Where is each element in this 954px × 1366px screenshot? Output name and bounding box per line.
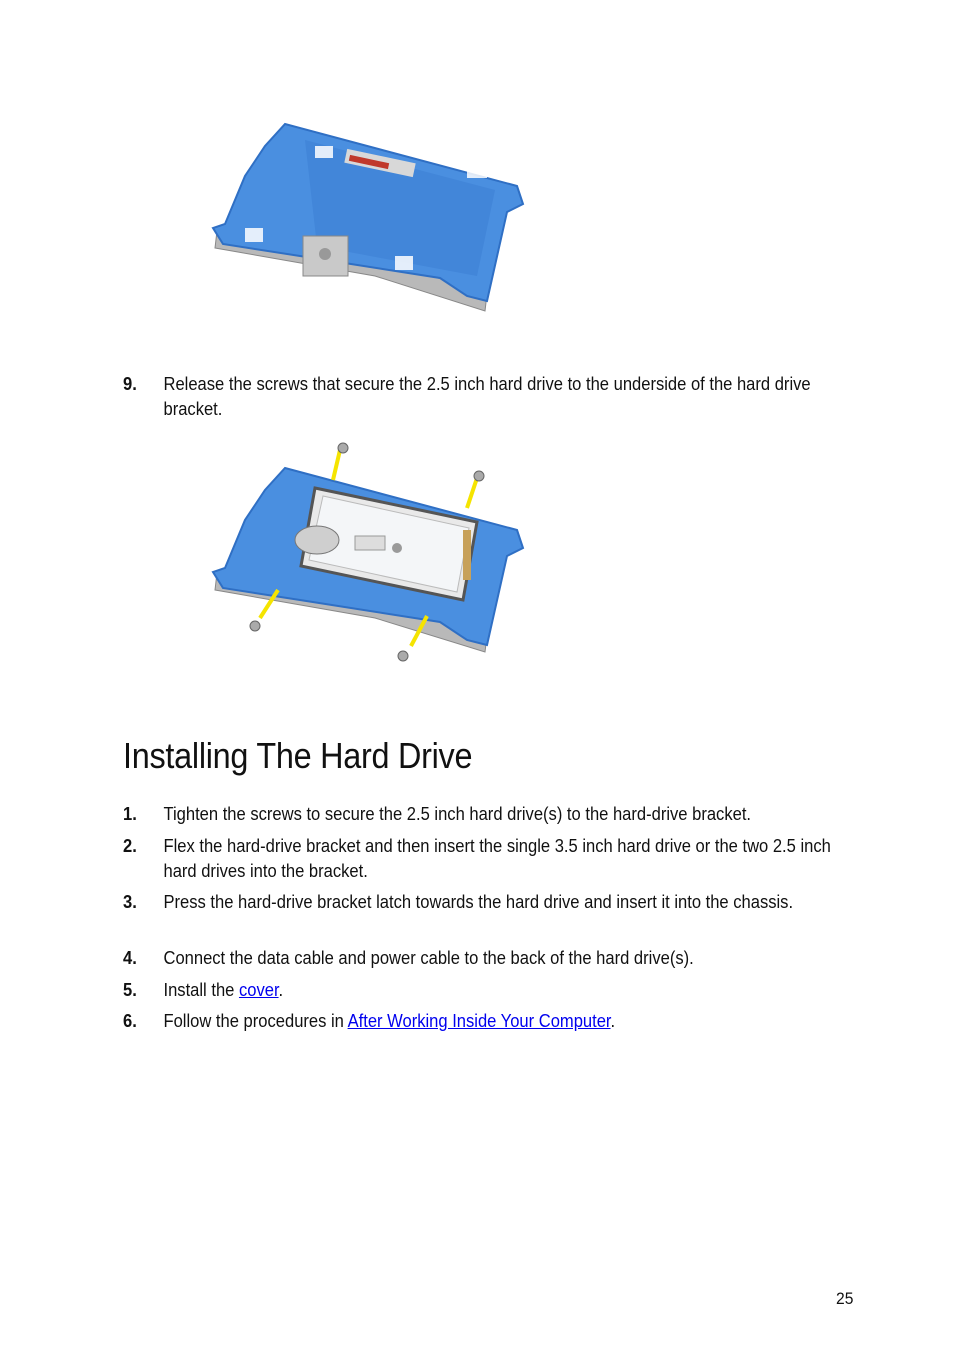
hard-drive-screws-image <box>205 440 535 670</box>
section-heading: Installing The Hard Drive <box>123 735 473 776</box>
step-number: 2. <box>123 836 137 856</box>
step-text-before: Follow the procedures in <box>163 1011 348 1031</box>
screw-icon <box>338 443 348 453</box>
step-number: 4. <box>123 948 137 968</box>
step-number: 6. <box>123 1011 137 1031</box>
step-text: Flex the hard-drive bracket and then insert the single 3.5 inch hard drive or the two 2.5 inch hard drives into the bracket. <box>163 836 831 881</box>
hard-drive-bracket-figure <box>205 116 535 316</box>
after-working-inside-link[interactable]: After Working Inside Your Computer <box>347 1011 611 1031</box>
screw-icon <box>474 471 484 481</box>
screw-icon <box>398 651 408 661</box>
step-number: 9. <box>123 374 137 394</box>
step-text: Connect the data cable and power cable to the back of the hard drive(s). <box>163 948 694 968</box>
step-text-after: . <box>610 1011 616 1031</box>
step-text <box>163 978 844 1003</box>
step-text: Release the screws that secure the 2.5 inch hard drive to the underside of the hard drive bracket. <box>163 374 811 419</box>
screw-icon <box>250 621 260 631</box>
hard-drive-in-bracket-figure <box>205 440 535 670</box>
step-text-before: Install the <box>163 980 239 1000</box>
step-number: 1. <box>123 804 137 824</box>
step-number: 3. <box>123 892 137 912</box>
step-text <box>163 1009 844 1034</box>
step-text: Tighten the screws to secure the 2.5 inch hard drive(s) to the hard-drive bracket. <box>163 804 752 824</box>
step-number: 5. <box>123 980 137 1000</box>
step-text-after: . <box>278 980 284 1000</box>
page-number: 25 <box>836 1289 854 1308</box>
step-text: Press the hard-drive bracket latch towards the hard drive and insert it into the chassis. <box>163 892 794 912</box>
hard-drive-bracket-image <box>205 116 535 316</box>
cover-link[interactable]: cover <box>238 980 279 1000</box>
